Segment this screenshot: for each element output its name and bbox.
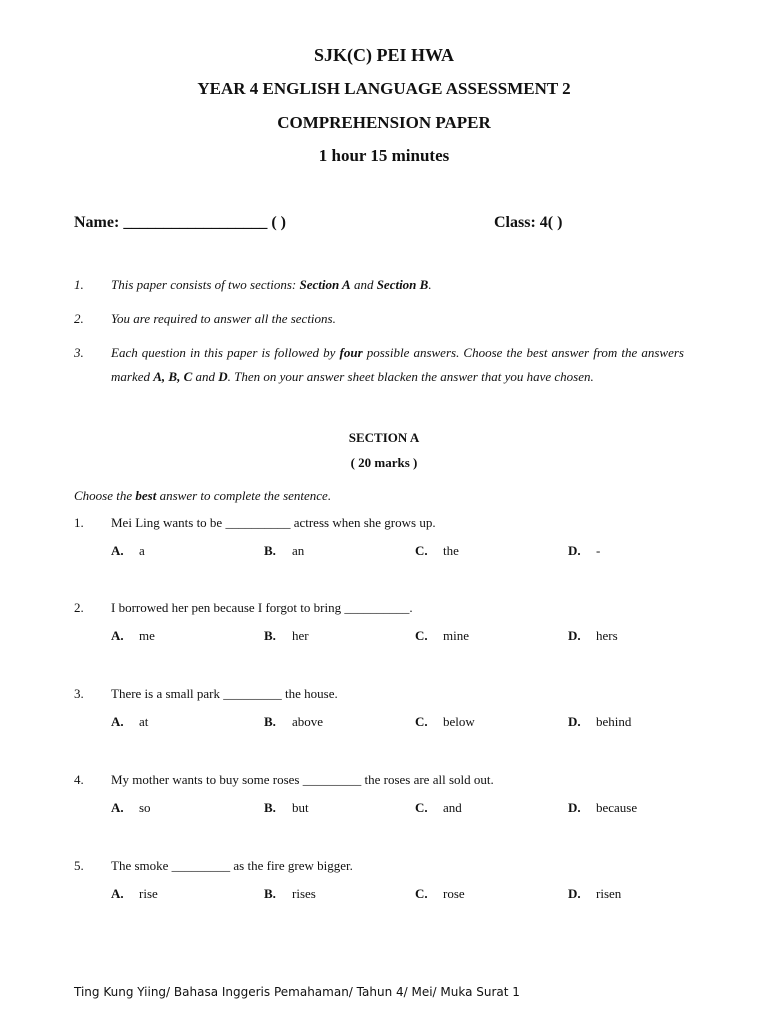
instruction-text: Each question in this paper is followed by four possible answers. Choose the best answer from the answers marked A, B, C and D. Then on your answer sheet blacken the answer that you have chosen. [111, 345, 684, 384]
instruction-text: This paper consists of two sections: Section A and Section B. [111, 277, 432, 292]
answer-option[interactable] [264, 800, 309, 816]
instructions-list [74, 273, 684, 399]
option-text: me [139, 628, 155, 643]
option-text: risen [596, 886, 622, 901]
question-number: 2. [74, 600, 84, 615]
option-text: but [292, 800, 309, 815]
option-text: rose [443, 886, 465, 901]
option-text: at [139, 714, 149, 729]
option-letter: C. [415, 886, 428, 901]
question-number: 1. [74, 515, 84, 530]
answer-option[interactable] [568, 800, 637, 816]
answer-option[interactable] [111, 714, 148, 730]
question-text: There is a small park _________ the house. [111, 686, 338, 701]
section-marks: ( 20 marks ) [350, 455, 418, 470]
answer-option[interactable] [415, 800, 462, 816]
instruction-text: You are required to answer all the sections. [111, 311, 336, 326]
option-letter: C. [415, 714, 428, 729]
answer-option[interactable] [415, 714, 475, 730]
answer-option[interactable] [415, 628, 469, 644]
instruction-number: 3. [74, 345, 84, 360]
option-letter: B. [264, 886, 276, 901]
answer-option[interactable] [111, 800, 151, 816]
answer-option[interactable] [264, 714, 323, 730]
question-number: 4. [74, 772, 84, 787]
answer-option[interactable] [111, 543, 145, 559]
option-letter: C. [415, 628, 428, 643]
section-direction: Choose the best answer to complete the sentence. [74, 488, 332, 503]
answer-option[interactable] [415, 886, 465, 902]
answer-option[interactable] [264, 543, 304, 559]
duration: 1 hour 15 minutes [318, 146, 450, 165]
option-letter: D. [568, 628, 581, 643]
option-letter: A. [111, 714, 124, 729]
class-field[interactable]: Class: 4( ) [494, 214, 563, 231]
answer-option[interactable] [415, 543, 459, 559]
option-letter: A. [111, 628, 124, 643]
instruction-number: 2. [74, 311, 84, 326]
answer-option[interactable] [568, 628, 618, 644]
option-text: mine [443, 628, 469, 643]
option-text: a [139, 543, 145, 558]
answer-option[interactable] [111, 886, 158, 902]
option-text: hers [596, 628, 618, 643]
question-text: The smoke _________ as the fire grew bigger. [111, 858, 353, 873]
option-text: rises [292, 886, 316, 901]
instruction-item [74, 273, 684, 297]
option-text: rise [139, 886, 158, 901]
question-text: Mei Ling wants to be __________ actress when she grows up. [111, 515, 436, 530]
instruction-item [74, 341, 684, 389]
option-text: above [292, 714, 324, 729]
answer-option[interactable] [568, 543, 600, 559]
paper-title: COMPREHENSION PAPER [277, 113, 491, 132]
answer-option[interactable] [568, 714, 631, 730]
section-title: SECTION A [348, 430, 420, 445]
option-letter: B. [264, 628, 276, 643]
option-letter: D. [568, 543, 581, 558]
option-text: her [292, 628, 309, 643]
question-text: My mother wants to buy some roses _________ the roses are all sold out. [111, 772, 494, 787]
answer-option[interactable] [264, 886, 316, 902]
option-text: the [443, 543, 459, 558]
option-letter: C. [415, 543, 428, 558]
answer-option[interactable] [111, 628, 155, 644]
option-letter: A. [111, 543, 124, 558]
answer-option[interactable] [568, 886, 621, 902]
option-text: because [596, 800, 638, 815]
question-number: 5. [74, 858, 84, 873]
option-letter: A. [111, 800, 124, 815]
option-text: below [443, 714, 475, 729]
school-name: SJK(C) PEI HWA [313, 45, 454, 65]
assessment-title: YEAR 4 ENGLISH LANGUAGE ASSESSMENT 2 [197, 79, 571, 98]
instruction-item [74, 307, 684, 331]
option-letter: D. [568, 886, 581, 901]
question-text: I borrowed her pen because I forgot to bring __________. [111, 600, 413, 615]
question-number: 3. [74, 686, 84, 701]
option-letter: D. [568, 714, 581, 729]
student-name-field[interactable]: Name: __________________ ( ) [74, 214, 286, 231]
answer-option[interactable] [264, 628, 309, 644]
option-letter: C. [415, 800, 428, 815]
option-text: - [596, 543, 601, 558]
option-text: so [139, 800, 151, 815]
instruction-number: 1. [74, 277, 84, 292]
option-text: and [443, 800, 462, 815]
option-letter: B. [264, 800, 276, 815]
option-letter: B. [264, 543, 276, 558]
option-letter: A. [111, 886, 124, 901]
option-letter: B. [264, 714, 276, 729]
page-footer: Ting Kung Yiing/ Bahasa Inggeris Pemahaman/ Tahun 4/ Mei/ Muka Surat 1 [74, 985, 520, 999]
option-letter: D. [568, 800, 581, 815]
option-text: an [292, 543, 305, 558]
option-text: behind [596, 714, 632, 729]
